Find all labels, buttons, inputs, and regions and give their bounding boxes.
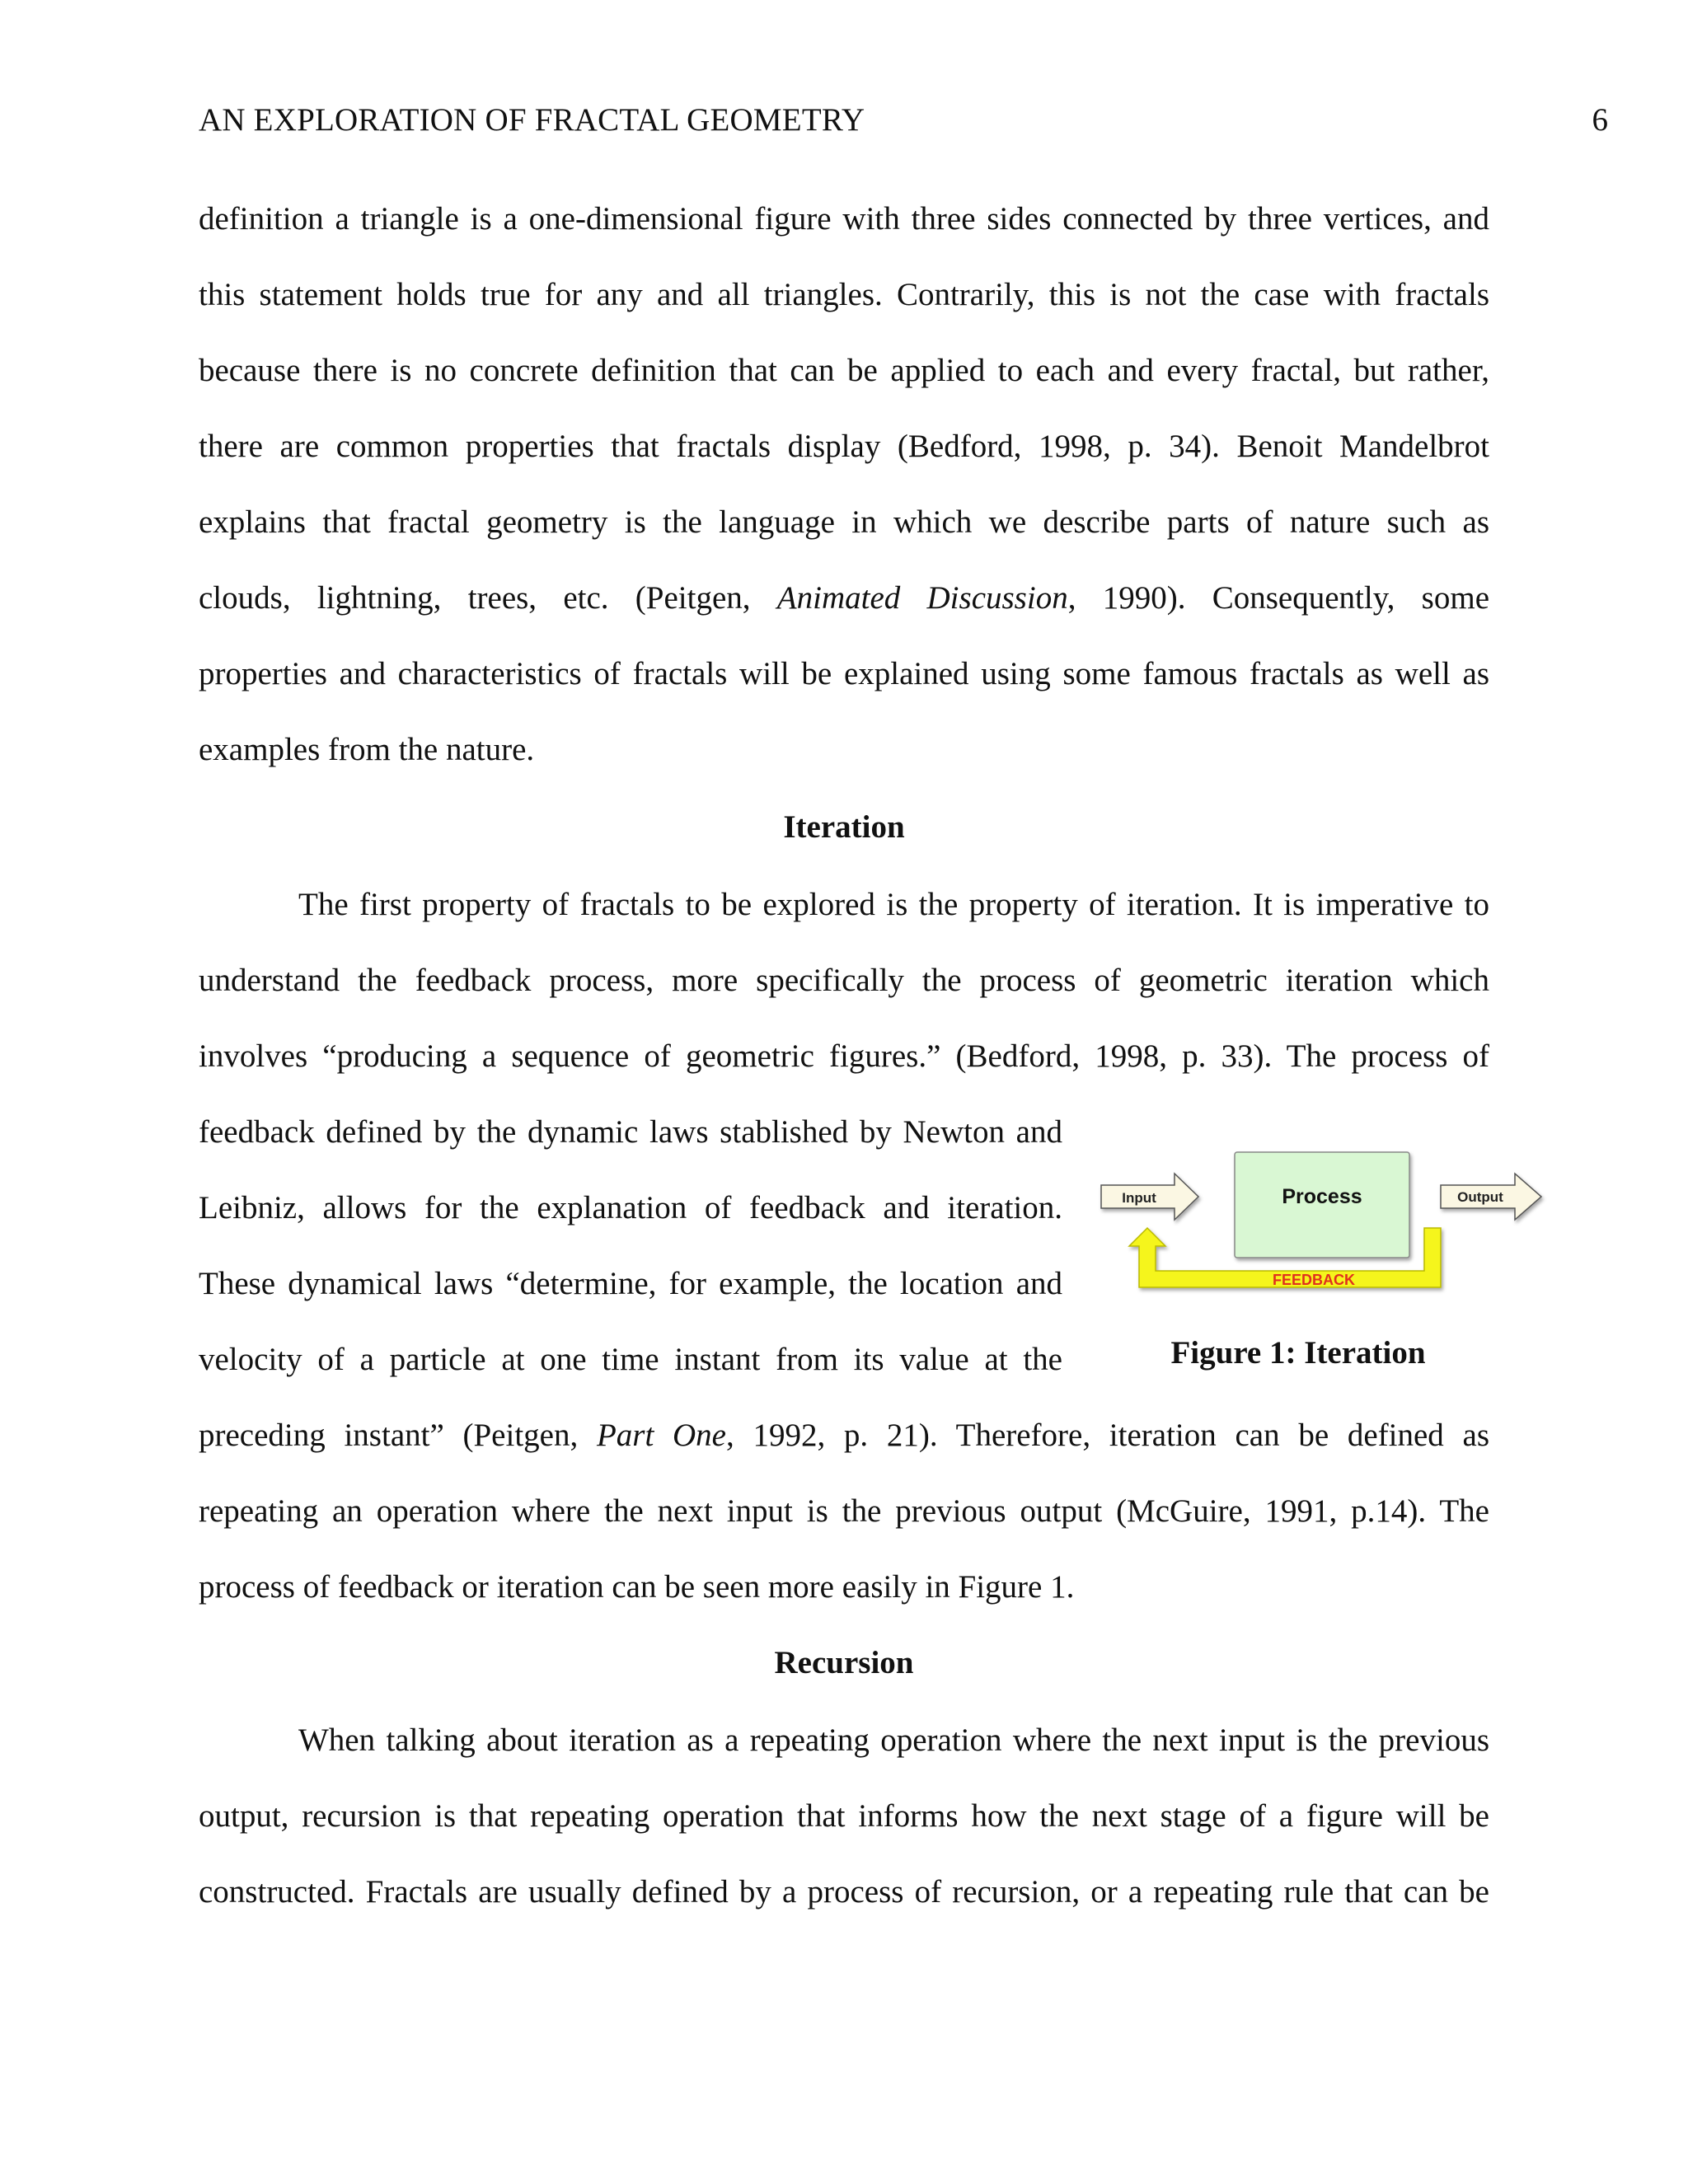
body-line: examples from the nature. <box>199 732 535 767</box>
iteration-diagram <box>1096 1146 1558 1310</box>
feedback-label: FEEDBACK <box>1272 1272 1356 1288</box>
body-line: definition a triangle is a one-dimensional figure with three sides connected by three vertices, and <box>199 201 1489 237</box>
body-line: explains that fractal geometry is the language in which we describe parts of nature such as <box>199 504 1489 540</box>
body-line: this statement holds true for any and all triangles. Contrarily, this is not the case with fractals <box>199 277 1489 312</box>
section-heading-iteration: Iteration <box>783 809 905 845</box>
body-line: Leibniz, allows for the explanation of feedback and iteration. <box>199 1190 1062 1226</box>
page-number: 6 <box>1592 102 1608 138</box>
output-label: Output <box>1457 1189 1503 1205</box>
body-line <box>199 1413 1489 1459</box>
figure-caption: Figure 1: Iteration <box>1170 1335 1426 1371</box>
body-line: feedback defined by the dynamic laws stablished by Newton and <box>199 1114 1062 1150</box>
input-label: Input <box>1122 1190 1156 1206</box>
body-line: process of feedback or iteration can be seen more easily in Figure 1. <box>199 1569 1075 1605</box>
text-run: preceding instant” (Peitgen, <box>199 1418 597 1453</box>
body-line: because there is no concrete definition that can be applied to each and every fractal, but rather, <box>199 353 1489 388</box>
body-line: output, recursion is that repeating operation that informs how the next stage of a figure will be <box>199 1798 1489 1834</box>
body-line: understand the feedback process, more specifically the process of geometric iteration which <box>199 963 1489 998</box>
text-run: , 1992, p. 21). Therefore, iteration can be defined as <box>725 1418 1489 1453</box>
text-run: clouds, lightning, trees, etc. (Peitgen, <box>199 580 777 616</box>
body-line: properties and characteristics of fractals will be explained using some famous fractals as well as <box>199 656 1489 691</box>
italic-title: Part One <box>596 1418 726 1453</box>
body-line: velocity of a particle at one time instant from its value at the <box>199 1342 1062 1377</box>
body-line: there are common properties that fractals display (Bedford, 1998, p. 34). Benoit Mandelbrot <box>199 429 1489 464</box>
running-header <box>199 97 1608 143</box>
body-line: involves “producing a sequence of geometric figures.” (Bedford, 1998, p. 33). The process of <box>199 1038 1489 1074</box>
body-line: The first property of fractals to be explored is the property of iteration. It is imperative to <box>298 887 1489 922</box>
process-label: Process <box>1282 1185 1362 1208</box>
body-line: When talking about iteration as a repeating operation where the next input is the previous <box>298 1722 1489 1758</box>
body-line: These dynamical laws “determine, for example, the location and <box>199 1266 1062 1301</box>
body-line: repeating an operation where the next input is the previous output (McGuire, 1991, p.14). The <box>199 1493 1489 1529</box>
section-heading-recursion: Recursion <box>774 1645 914 1680</box>
italic-title: Animated Discussion <box>776 580 1068 616</box>
text-run: , 1990). Consequently, some <box>1067 580 1489 616</box>
body-line <box>199 575 1489 621</box>
running-title: AN EXPLORATION OF FRACTAL GEOMETRY <box>199 102 865 138</box>
body-line: constructed. Fractals are usually defined by a process of recursion, or a repeating rule that can be <box>199 1874 1489 1910</box>
